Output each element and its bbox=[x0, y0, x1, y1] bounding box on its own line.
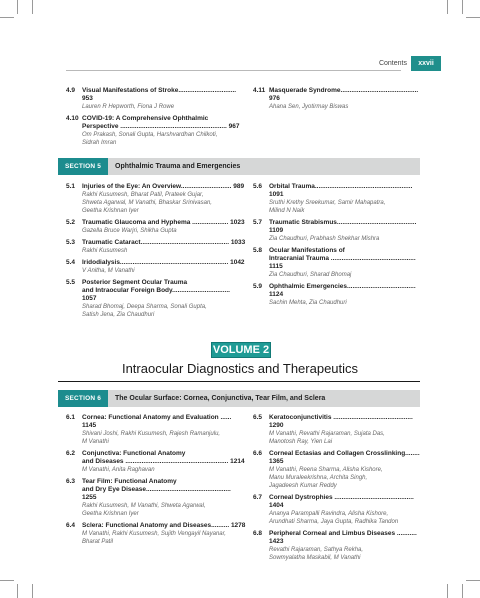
section-6-label: SECTION 6 bbox=[58, 390, 108, 407]
header-rule bbox=[66, 70, 401, 71]
entry-body bbox=[82, 478, 246, 518]
chapter-title: Ocular Manifestations of bbox=[269, 247, 345, 254]
page-number-tab bbox=[411, 56, 441, 71]
chapter-title: Injuries of the Eye: An Overview............................ 989 bbox=[82, 183, 245, 190]
entry-body bbox=[269, 247, 428, 279]
chapter-title: Ophthalmic Emergencies...................................... 1124 bbox=[269, 283, 416, 298]
toc-entry bbox=[66, 183, 246, 215]
toc-entry bbox=[253, 219, 428, 243]
entry-body bbox=[82, 115, 246, 147]
chapter-authors: M Vanathi, Anita Raghavan bbox=[82, 467, 155, 473]
chapter-number: 6.4 bbox=[66, 522, 76, 529]
section-6-left-column bbox=[66, 414, 246, 550]
entry-body bbox=[82, 87, 246, 111]
section-6-right-column bbox=[253, 414, 428, 566]
chapter-title: Orbital Trauma...................................................... 1091 bbox=[269, 183, 413, 198]
entry-body bbox=[269, 87, 428, 111]
chapter-number: 5.3 bbox=[66, 239, 76, 246]
entry-body bbox=[82, 239, 246, 255]
entry-body bbox=[82, 450, 246, 474]
chapter-authors: M Vanathi, Revathi Rajaraman, Sujata Das, bbox=[269, 431, 385, 437]
chapter-number: 6.1 bbox=[66, 414, 76, 421]
chapter-title: Iridodialysis............................................................ 1042 bbox=[82, 259, 245, 266]
chapter-number: 6.8 bbox=[253, 530, 263, 537]
chapter-number: 5.2 bbox=[66, 219, 76, 226]
chapter-number: 6.5 bbox=[253, 414, 263, 421]
chapter-authors: M Vanathi, Rakhi Kusumesh, Sujith Vengayil Nayanar, bbox=[82, 531, 226, 537]
toc-entry bbox=[66, 450, 246, 474]
chapter-title: Corneal Dystrophies ............................................ 1404 bbox=[269, 494, 414, 509]
chapter-number: 6.2 bbox=[66, 450, 76, 457]
volume-label: VOLUME 2 bbox=[212, 344, 270, 356]
chapter-authors: M Vanathi bbox=[82, 439, 109, 445]
chapter-authors: Bharat Patil bbox=[82, 539, 114, 545]
chapter-number: 5.4 bbox=[66, 259, 76, 266]
chapter-authors: V Anitha, M Vanathi bbox=[82, 268, 135, 274]
chapter-authors: Sowmyalatha Maskabil, M Vanathi bbox=[269, 555, 361, 561]
chapter-authors: Rakhi Kusumesh, Bharat Patil, Prateek Gujar, bbox=[82, 192, 204, 198]
chapter-authors: Geetha Krishnan Iyer bbox=[82, 511, 139, 517]
volume-badge bbox=[211, 342, 271, 358]
chapter-number: 5.9 bbox=[253, 283, 263, 290]
section-5-left-column bbox=[66, 183, 246, 323]
toc-entry bbox=[66, 239, 246, 255]
chapter-number: 6.7 bbox=[253, 494, 263, 501]
chapter-title: Tear Film: Functional Anatomy bbox=[82, 478, 177, 485]
chapter-number: 4.9 bbox=[66, 87, 76, 94]
section-6-title: The Ocular Surface: Cornea, Conjunctiva, Tear Film, and Sclera bbox=[115, 395, 326, 402]
chapter-number: 6.6 bbox=[253, 450, 263, 457]
chapter-authors: Shivani Joshi, Rakhi Kusumesh, Rajesh Ramanjulu, bbox=[82, 431, 221, 437]
chapter-number: 5.1 bbox=[66, 183, 76, 190]
chapter-number: 5.8 bbox=[253, 247, 263, 254]
chapter-authors: Revathi Rajaraman, Sathya Rekha, bbox=[269, 547, 364, 553]
chapter-authors: Zia Chaudhuri, Prabhash Shekhar Mishra bbox=[269, 236, 380, 242]
entry-body bbox=[269, 219, 428, 243]
chapter-authors: Geetha Krishnan Iyer bbox=[82, 208, 139, 214]
chapter-title: Corneal Ectasias and Collagen Crosslinking........ 1365 bbox=[269, 450, 420, 465]
chapter-authors: Rakhi Kusumesh, M Vanathi, Shweta Agarwal, bbox=[82, 503, 206, 509]
chapter-number: 4.10 bbox=[66, 115, 79, 122]
page-number: xxvii bbox=[418, 60, 434, 67]
chapter-number: 5.6 bbox=[253, 183, 263, 190]
chapter-title: Masquerade Syndrome........................................... 976 bbox=[269, 87, 419, 102]
chapter-authors: Gazella Bruce Warjri, Shikha Gupta bbox=[82, 228, 177, 234]
chapter-authors: Sharad Bhomaj, Deepa Sharma, Sonali Gupta, bbox=[82, 304, 207, 310]
entry-body bbox=[82, 219, 246, 235]
chapter-number: 4.11 bbox=[253, 87, 266, 94]
toc-entry bbox=[253, 283, 428, 307]
toc-entry bbox=[66, 414, 246, 446]
entry-body bbox=[82, 279, 246, 319]
chapter-authors: Sachin Mehta, Zia Chaudhuri bbox=[269, 300, 347, 306]
toc-entry bbox=[253, 87, 428, 111]
chapter-title: Traumatic Strabismus............................................ 1109 bbox=[269, 219, 417, 234]
chapter-authors: Sidrah Imran bbox=[82, 140, 117, 146]
toc-entry bbox=[66, 279, 246, 319]
chapter-authors: Ahana Sen, Jyotirmay Biswas bbox=[269, 104, 349, 110]
section-6-bar bbox=[58, 390, 420, 407]
chapter-authors: Om Prakash, Sonali Gupta, Harshvardhan Chilkoti, bbox=[82, 132, 218, 138]
top-right-column bbox=[253, 87, 428, 115]
chapter-authors: Manu Muraleekrishna, Archita Singh, bbox=[269, 475, 368, 481]
toc-entry bbox=[66, 87, 246, 111]
entry-body bbox=[269, 530, 428, 562]
chapter-title: and Diseases ......................................................... 1214 bbox=[82, 458, 245, 465]
entry-body bbox=[82, 414, 246, 446]
entry-body bbox=[269, 494, 428, 526]
chapter-number: 5.7 bbox=[253, 219, 263, 226]
section-5-title: Ophthalmic Trauma and Emergencies bbox=[115, 163, 241, 170]
chapter-authors: Milind N Naik bbox=[269, 208, 305, 214]
section-5-right-column bbox=[253, 183, 428, 311]
page-header bbox=[66, 59, 441, 71]
volume-rule bbox=[58, 381, 420, 382]
chapter-title: and Dry Eye Disease............................................... 1255 bbox=[82, 486, 231, 501]
chapter-authors: Arundhati Sharma, Jaya Gupta, Radhika Tandon bbox=[269, 519, 399, 525]
entry-body bbox=[269, 450, 428, 490]
entry-body bbox=[269, 414, 428, 446]
chapter-authors: Ananya Parampalli Ravindra, Alisha Kishore, bbox=[269, 511, 389, 517]
section-5-label: SECTION 5 bbox=[58, 158, 108, 175]
chapter-authors: Sruthi Krethy Sreekumar, Samir Mahapatra, bbox=[269, 200, 386, 206]
toc-entry bbox=[253, 530, 428, 562]
chapter-authors: Lauren R Hepworth, Fiona J Rowe bbox=[82, 104, 175, 110]
chapter-title: Conjunctiva: Functional Anatomy bbox=[82, 450, 186, 457]
toc-entry bbox=[253, 414, 428, 446]
chapter-number: 5.5 bbox=[66, 279, 76, 286]
chapter-title: Traumatic Glaucoma and Hyphema .................... 1023 bbox=[82, 219, 245, 226]
chapter-title: Cornea: Functional Anatomy and Evaluation ...... 1145 bbox=[82, 414, 232, 429]
chapter-authors: Manotosh Ray, Yien Lai bbox=[269, 439, 333, 445]
toc-entry bbox=[253, 450, 428, 490]
toc-entry bbox=[66, 115, 246, 147]
toc-entry bbox=[66, 478, 246, 518]
entry-body bbox=[82, 183, 246, 215]
chapter-title: COVID-19: A Comprehensive Ophthalmic bbox=[82, 115, 209, 122]
toc-entry bbox=[253, 183, 428, 215]
volume-title: Intraocular Diagnostics and Therapeutics bbox=[121, 361, 359, 376]
chapter-title: Keratoconjunctivitis ............................................ 1290 bbox=[269, 414, 413, 429]
toc-entry bbox=[253, 494, 428, 526]
entry-body bbox=[82, 522, 246, 546]
chapter-authors: Satish Jena, Zia Chaudhuri bbox=[82, 312, 155, 318]
chapter-title: Visual Manifestations of Stroke................................ 953 bbox=[82, 87, 237, 102]
chapter-title: Peripheral Corneal and Limbus Diseases ........... 1423 bbox=[269, 530, 417, 545]
chapter-authors: Jagadeesh Kumar Reddy bbox=[269, 483, 337, 489]
chapter-title: Intracranial Trauma ............................................... 1115 bbox=[269, 255, 416, 270]
entry-body bbox=[82, 259, 246, 275]
chapter-authors: Shweta Agarwal, M Vanathi, Bhaskar Srinivasan, bbox=[82, 200, 212, 206]
chapter-title: Sclera: Functional Anatomy and Diseases.......... 1278 bbox=[82, 522, 246, 529]
chapter-title: Perspective ........................................................... 967 bbox=[82, 123, 240, 130]
toc-entry bbox=[66, 259, 246, 275]
toc-entry bbox=[66, 219, 246, 235]
chapter-authors: Rakhi Kusumesh bbox=[82, 248, 128, 254]
toc-entry bbox=[253, 247, 428, 279]
contents-label: Contents bbox=[378, 60, 407, 67]
chapter-authors: M Vanathi, Reena Sharma, Alisha Kishore, bbox=[269, 467, 383, 473]
chapter-title: Traumatic Cataract................................................. 1033 bbox=[82, 239, 246, 246]
chapter-title: and Intraocular Foreign Body................................ 1057 bbox=[82, 287, 230, 302]
chapter-number: 6.3 bbox=[66, 478, 76, 485]
chapter-authors: Zia Chaudhuri, Sharad Bhomaj bbox=[269, 272, 352, 278]
chapter-title: Posterior Segment Ocular Trauma bbox=[82, 279, 188, 286]
top-left-column bbox=[66, 87, 246, 151]
entry-body bbox=[269, 283, 428, 307]
section-5-bar bbox=[58, 158, 420, 175]
toc-entry bbox=[66, 522, 246, 546]
entry-body bbox=[269, 183, 428, 215]
